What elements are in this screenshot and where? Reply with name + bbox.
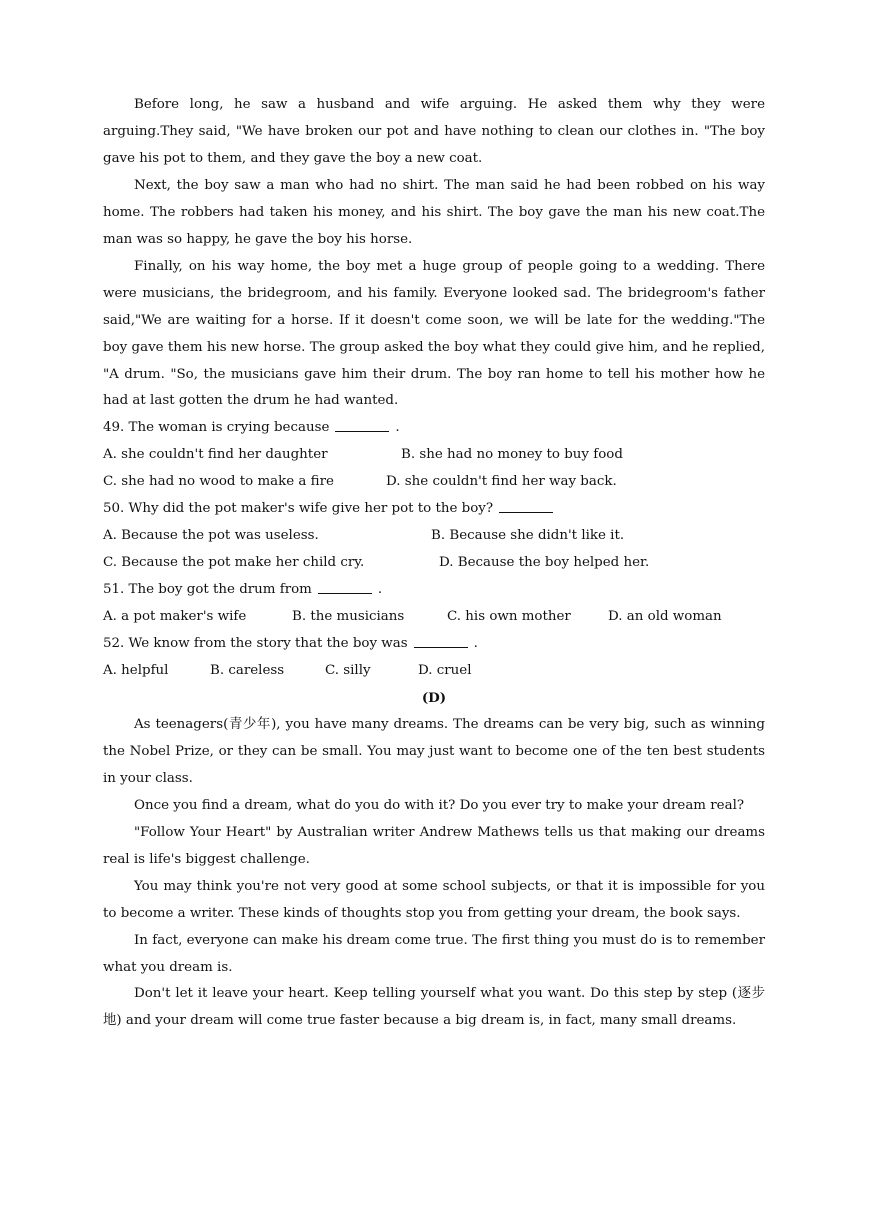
passage-paragraph: As teenagers(青少年), you have many dreams. The dreams can be very big, such as winning the Nobel Prize, or they can be small. You may just want to become one of the ten best students in your class.	[103, 716, 765, 786]
question-49-options-row	[103, 469, 765, 496]
option-c: C. silly	[325, 663, 371, 679]
question-52-stem: 52. We know from the story that the boy was .	[103, 631, 765, 658]
passage-paragraph: In fact, everyone can make his dream come true. The first thing you must do is to remember what you dream is.	[103, 932, 765, 975]
question-52-options-row	[103, 658, 765, 685]
option-a: A. a pot maker's wife	[103, 609, 247, 625]
passage-paragraph: Once you find a dream, what do you do with it? Do you ever try to make your dream real?	[134, 797, 745, 813]
option-a: A. helpful	[103, 663, 169, 679]
story-paragraph: Finally, on his way home, the boy met a huge group of people going to a wedding. There were musicians, the bridegroom, and his family. Everyone looked sad. The bridegroom's father said,"We are waiting for a horse. If it doesn't come soon, we will be late for the wedding."The boy gave them his new horse. The group asked the boy what they could give him, and he replied, "A drum. "So, the musicians gave him their drum. The boy ran home to tell his mother how he had at last gotten the drum he had wanted.	[103, 258, 765, 409]
answer-blank	[335, 417, 389, 432]
answer-blank	[318, 579, 372, 594]
question-49-stem: 49. The woman is crying because .	[103, 415, 765, 442]
option-d: D. an old woman	[608, 609, 722, 625]
option-a: A. she couldn't find her daughter	[103, 447, 328, 463]
document-content	[103, 92, 765, 1035]
option-c: C. his own mother	[447, 609, 571, 625]
story-paragraph: Next, the boy saw a man who had no shirt. The man said he had been robbed on his way home. The robbers had taken his money, and his shirt. The boy gave the man his new coat.The man was so happy, he gave the boy his horse.	[103, 177, 765, 247]
option-b: B. the musicians	[292, 609, 405, 625]
story-paragraph: Before long, he saw a husband and wife arguing. He asked them why they were arguing.They said, "We have broken our pot and have nothing to clean our clothes in. "The boy gave his pot to them, and they gave the boy a new coat.	[103, 97, 765, 166]
question-51-options-row	[103, 604, 765, 631]
answer-blank	[414, 633, 468, 648]
passage-paragraph: You may think you're not very good at some school subjects, or that it is impossible for you to become a writer. These kinds of thoughts stop you from getting your dream, the book says.	[103, 878, 765, 921]
question-50-stem: 50. Why did the pot maker's wife give her pot to the boy?	[103, 496, 765, 523]
option-b: B. she had no money to buy food	[401, 447, 623, 463]
answer-blank	[499, 498, 553, 513]
passage-paragraph: Don't let it leave your heart. Keep telling yourself what you want. Do this step by step (逐步地) and your dream will come true faster because a big dream is, in fact, many small dreams.	[103, 986, 765, 1029]
question-49-options-row	[103, 442, 765, 469]
option-c: C. Because the pot make her child cry.	[103, 555, 365, 571]
option-d: D. Because the boy helped her.	[439, 555, 650, 571]
question-51-stem: 51. The boy got the drum from .	[103, 577, 765, 604]
passage-paragraph: "Follow Your Heart" by Australian writer Andrew Mathews tells us that making our dreams real is life's biggest challenge.	[103, 824, 765, 867]
option-b: B. Because she didn't like it.	[431, 528, 625, 544]
option-d: D. she couldn't find her way back.	[386, 474, 617, 490]
question-50-options-row	[103, 550, 765, 577]
option-c: C. she had no wood to make a fire	[103, 474, 334, 490]
option-a: A. Because the pot was useless.	[103, 528, 319, 544]
section-title: (D)	[421, 689, 447, 706]
option-b: B. careless	[210, 663, 285, 679]
question-50-options-row	[103, 523, 765, 550]
option-d: D. cruel	[418, 663, 472, 679]
